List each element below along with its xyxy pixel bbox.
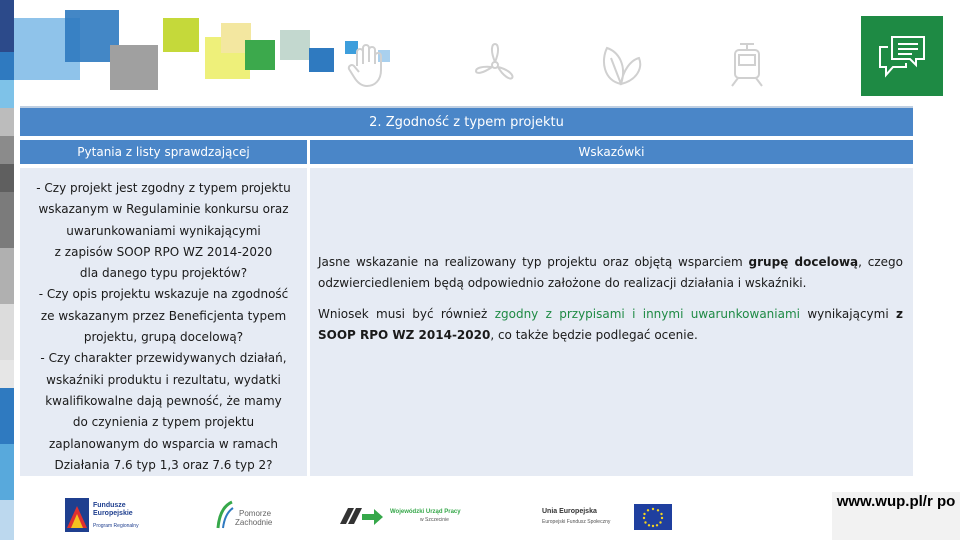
hint-text: , co także będzie podlegać ocenie. bbox=[490, 328, 698, 342]
eu-flag-icon bbox=[634, 504, 672, 530]
table-row bbox=[20, 168, 913, 476]
logo1-line1: Fundusze bbox=[93, 502, 126, 509]
hint-text: Jasne wskazanie na realizowany typ projektu oraz objętą wsparciem bbox=[318, 255, 749, 269]
question-line: uwarunkowaniami wynikającymi bbox=[66, 223, 261, 238]
column-header-hints: Wskazówki bbox=[310, 140, 913, 164]
question-line: dla danego typu projektów? bbox=[79, 266, 248, 281]
question-line: wskazanym w Regulaminie konkursu oraz bbox=[38, 202, 289, 217]
hint-emphasis: z SOOP RPO WZ 2014-2020 bbox=[318, 307, 903, 342]
fe-star-icon bbox=[65, 498, 89, 532]
fan-icon bbox=[470, 40, 520, 90]
hint-paragraph-2 bbox=[318, 304, 903, 346]
hints-cell bbox=[310, 168, 913, 476]
wup-arrows-icon bbox=[338, 502, 384, 528]
logo1-line2: Europejskie bbox=[93, 510, 133, 517]
question-line: do czynienia z typem projektu bbox=[72, 415, 255, 430]
hint-paragraph-1 bbox=[318, 252, 903, 294]
wup-szczecin-logo bbox=[338, 502, 488, 532]
checklist-table bbox=[20, 106, 913, 476]
hint-text: , czego odzwierciedleniem będą odpowiednio założone do realizacji działania i wskaźniki. bbox=[318, 255, 904, 290]
question-line: projektu, grupą docelową? bbox=[83, 330, 244, 345]
train-icon bbox=[722, 40, 772, 90]
logo3-line2: w Szczecinie bbox=[420, 517, 449, 523]
logo2-line2: Zachodnie bbox=[235, 518, 273, 527]
website-url[interactable]: www.wup.pl/r po bbox=[832, 492, 960, 540]
logo2-line1: Pomorze bbox=[239, 509, 272, 518]
unia-europejska-logo bbox=[540, 502, 676, 532]
question-line: wskaźniki produktu i rezultatu, wydatki bbox=[46, 372, 281, 387]
leaves-icon bbox=[597, 40, 647, 90]
hint-text: wynikającymi bbox=[800, 307, 897, 321]
logo1-line3: Program Regionalny bbox=[93, 523, 139, 529]
logo3-line1: Wojewódzki Urząd Pracy bbox=[390, 509, 461, 515]
question-line: - Czy charakter przewidywanych działań, bbox=[40, 351, 287, 366]
question-line: - Czy projekt jest zgodny z typem projektu bbox=[36, 181, 291, 195]
hint-text: Wniosek musi być również bbox=[318, 307, 495, 321]
question-line: zaplanowanym do wsparcia w ramach bbox=[48, 436, 279, 451]
fundusze-europejskie-logo bbox=[65, 496, 165, 536]
question-line: - Czy opis projektu wskazuje na zgodność bbox=[38, 287, 289, 302]
questions-cell bbox=[20, 168, 307, 476]
chat-bubbles-icon bbox=[876, 33, 928, 79]
question-line: ze wskazanym przez Beneficjenta typem bbox=[40, 308, 287, 323]
column-header-questions: Pytania z listy sprawdzającej bbox=[20, 140, 307, 164]
left-color-strip bbox=[0, 0, 14, 540]
question-line: Działania 7.6 typ 1,3 oraz 7.6 typ 2? bbox=[54, 457, 273, 472]
table-title: 2. Zgodność z typem projektu bbox=[20, 106, 913, 136]
pomorze-mark-icon bbox=[215, 500, 235, 530]
table-header-row bbox=[20, 140, 913, 164]
logo4-line1: Unia Europejska bbox=[542, 508, 597, 515]
hint-emphasis: grupę docelową bbox=[748, 255, 859, 269]
question-line: kwalifikowalne dają pewność, że mamy bbox=[45, 393, 282, 408]
pomorze-zachodnie-logo bbox=[215, 500, 285, 532]
chat-icon-box bbox=[861, 16, 943, 96]
question-line: z zapisów SOOP RPO WZ 2014-2020 bbox=[54, 244, 273, 259]
logo4-line2: Europejski Fundusz Społeczny bbox=[542, 519, 611, 525]
hint-highlight: zgodny z przypisami i innymi uwarunkowaniami bbox=[494, 307, 800, 321]
hand-icon bbox=[343, 40, 393, 90]
